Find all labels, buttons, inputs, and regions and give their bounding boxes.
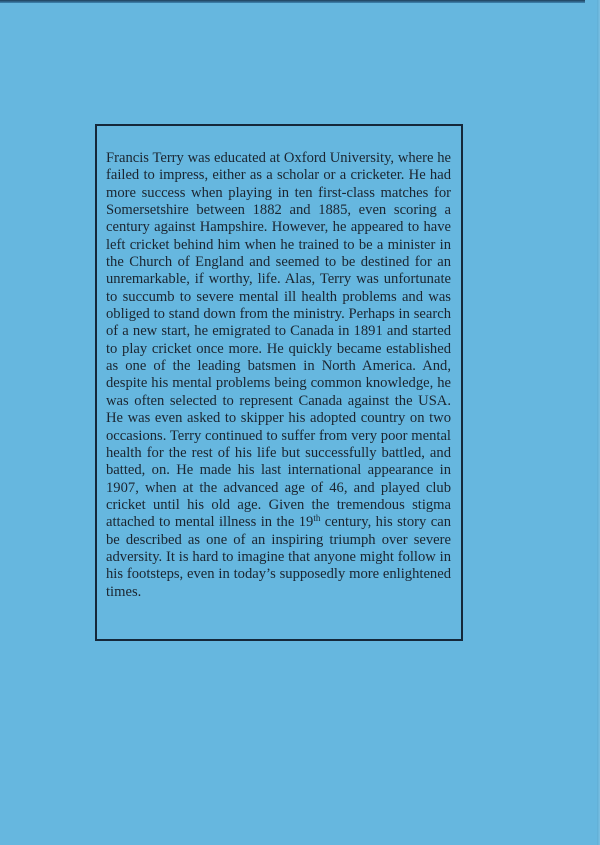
blurb-text-part1: Francis Terry was educated at Oxford University, where he failed to impress, either as a scholar or a cricketer. He had more success when playing in ten first-class matches for Somersetshire between 1882 and 1885, even scoring a century against Hampshire. However, he appeared to have left cricket behind him when he trained to be a minister in the Church of England and seemed to be destined for an unremarkable, if worthy, life. Alas, Terry was unfortunate to succumb to severe mental ill health problems and was obliged to stand down from the ministry. Perhaps in search of a new start, he emigrated to Canada in 1891 and started to play cricket once more. He quickly became established as one of the leading batsmen in North America. And, despite his mental problems being common knowledge, he was often selected to represent Canada against the USA. He was even asked to skipper his adopted country on two occasions. Terry continued to suffer from very poor mental health for the rest of his life but successfully battled, and batted, on. He made his last international appearance in 1907, when at the advanced age of 46, and played club cricket until his old age. Given the tremendous stigma attached to mental illness in the 19 (106, 150, 451, 531)
blurb-text-part2: century, his story can be described as one of an inspiring triumph over severe adversity. It is hard to imagine that anyone might follow in his footsteps, even in today’s supposedly more enlightened times. (106, 514, 451, 600)
blurb-superscript: th (313, 513, 321, 524)
blurb-box (95, 124, 463, 641)
blurb-text (106, 150, 451, 601)
cover-top-edge (0, 0, 585, 3)
